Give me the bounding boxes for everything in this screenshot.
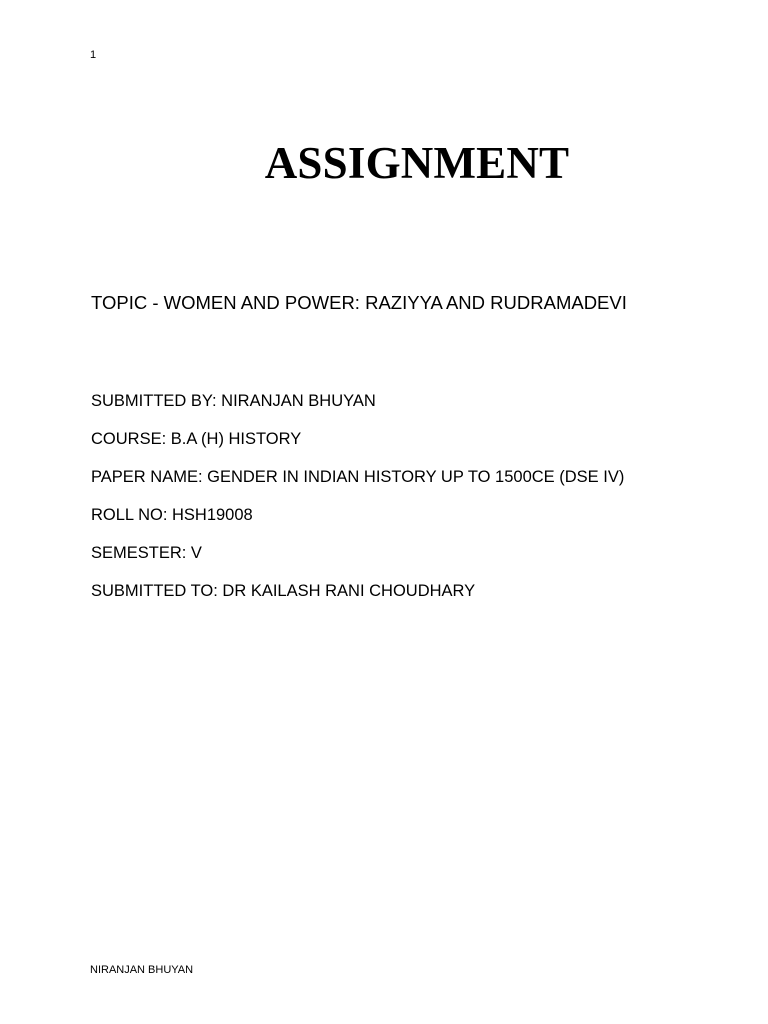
submitted-to-line: SUBMITTED TO: DR KAILASH RANI CHOUDHARY [91,582,476,600]
page-number: 1 [90,49,97,61]
submission-details [91,390,624,618]
document-title: ASSIGNMENT [264,138,570,188]
submitted-by-line: SUBMITTED BY: NIRANJAN BHUYAN [91,392,376,410]
course-line: COURSE: B.A (H) HISTORY [91,430,302,448]
semester-line: SEMESTER: V [91,544,202,562]
topic-line: TOPIC - WOMEN AND POWER: RAZIYYA AND RUDRAMADEVI [91,292,627,313]
paper-name-line: PAPER NAME: GENDER IN INDIAN HISTORY UP TO 1500CE (DSE IV) [91,468,625,486]
footer-author: NIRANJAN BHUYAN [90,964,194,976]
roll-number-line: ROLL NO: HSH19008 [91,506,253,524]
